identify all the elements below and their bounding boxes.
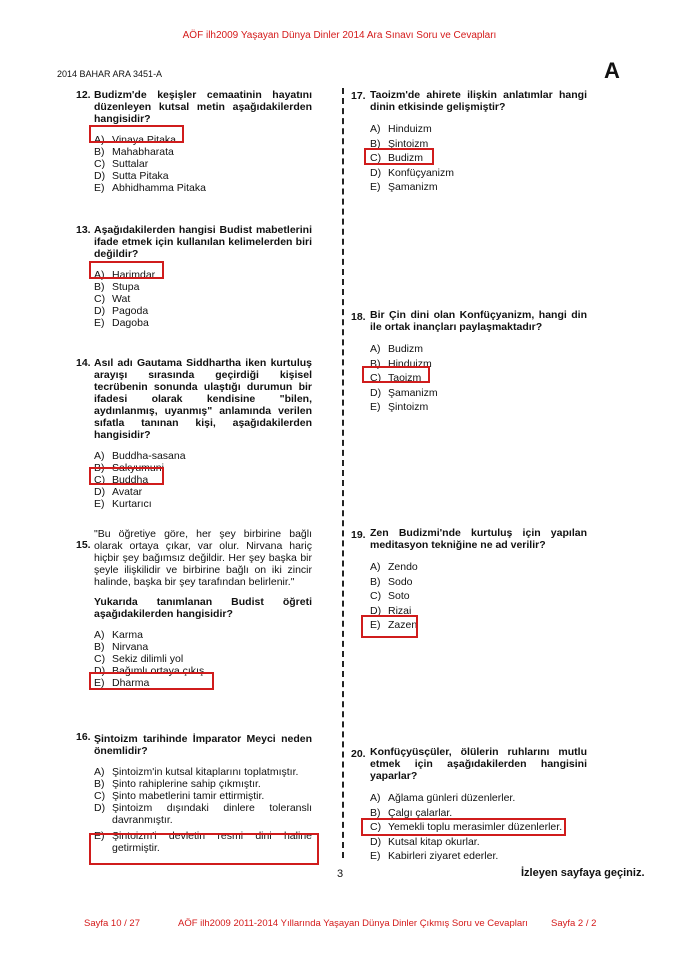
option-b[interactable]: B) Sakyumuni — [94, 462, 164, 474]
option-d[interactable]: D) Şintoizm dışındaki dinlere toleranslı davranmıştır. — [94, 802, 312, 826]
option-list — [370, 343, 587, 416]
option-c[interactable]: C) Wat — [94, 293, 131, 305]
option-b[interactable]: B) Sodo — [370, 575, 413, 588]
question-12 — [76, 89, 312, 194]
question-stem: Zen Budizmi'nde kurtuluş için yapılan meditasyon tekniğine ne ad verilir? — [370, 527, 587, 551]
option-list — [370, 123, 587, 196]
question-number: 14. — [76, 357, 91, 369]
option-d[interactable]: D) Rizai — [370, 604, 412, 617]
option-c[interactable]: C) Yemekli toplu merasimler düzenlerler. — [370, 821, 563, 833]
option-c[interactable]: C) Suttalar — [94, 158, 149, 170]
option-c[interactable]: C) Şinto mabetlerini tamir ettirmiştir. — [94, 790, 265, 802]
question-stem-part-2: Yukarıda tanımlanan Budist öğreti aşağıdakilerden hangisidir? — [94, 596, 312, 620]
option-b[interactable]: B) Stupa — [94, 281, 140, 293]
option-d[interactable]: D) Pagoda — [94, 305, 149, 317]
option-c[interactable]: C) Budizm — [370, 152, 424, 164]
question-number: 12. — [76, 89, 91, 101]
question-number: 15. — [76, 539, 91, 551]
option-b[interactable]: B) Hinduizm — [370, 357, 432, 370]
next-page-instruction: İzleyen sayfaya geçiniz. — [521, 867, 645, 879]
document-header-title: AÖF ilh2009 Yaşayan Dünya Dinler 2014 Ara Sınavı Soru ve Cevapları — [182, 30, 497, 41]
option-c[interactable]: C) Buddha — [94, 474, 149, 486]
question-16 — [76, 733, 312, 854]
option-a[interactable]: A) Budizm — [370, 343, 424, 355]
option-d[interactable]: D) Kutsal kitap okurlar. — [370, 835, 480, 848]
question-14 — [76, 357, 312, 510]
option-a[interactable]: A) Hinduizm — [370, 123, 432, 135]
option-e[interactable]: E) Abhidhamma Pitaka — [94, 182, 206, 194]
option-b[interactable]: B) Çalgı çalarlar. — [370, 806, 453, 819]
option-list — [94, 450, 312, 510]
option-a[interactable]: A) Harimdar — [94, 269, 156, 281]
option-d[interactable]: D) Şamanizm — [370, 386, 438, 399]
booklet-type: A — [604, 58, 620, 83]
question-number: 19. — [351, 529, 366, 541]
question-stem: Konfüçyüsçüler, ölülerin ruhlarını mutlu etmek için aşağıdakilerden hangisini yaparlar? — [370, 746, 587, 782]
question-number: 20. — [351, 748, 366, 760]
option-list — [370, 792, 587, 865]
question-stem: Taoizm'de ahirete ilişkin anlatımlar hangi dinin etkisinde gelişmiştir? — [370, 89, 587, 113]
option-c[interactable]: C) Sekiz dilimli yol — [94, 653, 184, 665]
option-e[interactable]: E) Zazen — [370, 619, 418, 631]
option-a[interactable]: A) Karma — [94, 629, 143, 641]
option-e[interactable]: E) Dharma — [94, 677, 150, 689]
footer-page-of: Sayfa 2 / 2 — [551, 918, 597, 929]
question-20 — [351, 746, 587, 865]
question-number: 18. — [351, 311, 366, 323]
question-stem: Şintoizm tarihinde İmparator Meyci neden önemlidir? — [94, 733, 312, 757]
option-e[interactable]: E) Kurtarıcı — [94, 498, 152, 510]
option-a[interactable]: A) Ağlama günleri düzenlerler. — [370, 792, 516, 804]
option-list — [370, 561, 587, 634]
option-b[interactable]: B) Şintoizm — [370, 137, 429, 150]
option-a[interactable]: A) Zendo — [370, 561, 418, 573]
option-e[interactable]: E) Şamanizm — [370, 181, 438, 193]
footer-title: AÖF ilh2009 2011-2014 Yıllarında Yaşayan Dünya Dinler Çıkmış Soru ve Cevapları — [178, 918, 528, 929]
option-b[interactable]: B) Nirvana — [94, 641, 149, 653]
column-divider — [342, 88, 344, 858]
option-b[interactable]: B) Mahabharata — [94, 146, 174, 158]
question-13 — [76, 224, 312, 329]
footer-page-count: Sayfa 10 / 27 — [84, 918, 140, 929]
option-a[interactable]: A) Vinaya Pitaka — [94, 134, 177, 146]
page-number: 3 — [337, 868, 344, 880]
question-number: 17. — [351, 90, 366, 102]
question-18 — [351, 309, 587, 416]
question-number: 13. — [76, 224, 91, 236]
question-stem: "Bu öğretiye göre, her şey birbirine bağlı olarak ortaya çıkar, var olur. Nirvana hariç hiçbir şey bağımsız değildir. Her şey başka bir şeyle ilişkilidir ve birbirine bağlı on iki zincir halinde, başka bir şey tarafından belirlenir." — [94, 528, 312, 588]
option-c[interactable]: C) Taoizm — [370, 372, 422, 384]
option-list — [94, 766, 312, 854]
option-d[interactable]: D) Avatar — [94, 486, 143, 498]
option-e[interactable]: E) Kabirleri ziyaret ederler. — [370, 850, 499, 862]
option-d[interactable]: D) Bağımlı ortaya çıkış — [94, 665, 205, 677]
option-e[interactable]: E) Şintoizm'i devletin resmi dini haline getirmiştir. — [94, 830, 312, 854]
option-e[interactable]: E) Dagoba — [94, 317, 149, 329]
option-b[interactable]: B) Şinto rahiplerine sahip çıkmıştır. — [94, 778, 261, 790]
question-number: 16. — [76, 731, 91, 743]
option-c[interactable]: C) Soto — [370, 590, 410, 602]
question-19 — [351, 527, 587, 634]
option-d[interactable]: D) Konfüçyanizm — [370, 166, 454, 179]
option-d[interactable]: D) Sutta Pitaka — [94, 170, 169, 182]
question-stem: Aşağıdakilerden hangisi Budist mabetlerini ifade etmek için kullanılan kelimelerden biri değildir? — [94, 224, 312, 260]
option-a[interactable]: A) Şintoizm'in kutsal kitaplarını toplatmıştır. — [94, 766, 299, 778]
question-stem: Budizm'de keşişler cemaatinin hayatını düzenleyen kutsal metin aşağıdakilerden hangisidir? — [94, 89, 312, 125]
question-17 — [351, 89, 587, 196]
option-e[interactable]: E) Şintoizm — [370, 401, 429, 413]
option-a[interactable]: A) Buddha-sasana — [94, 450, 186, 462]
option-list — [94, 269, 312, 329]
option-list — [94, 134, 312, 194]
option-list — [94, 629, 312, 689]
question-15 — [76, 528, 312, 689]
question-stem: Asıl adı Gautama Siddhartha iken kurtuluş arayışı sırasında geçirdiği kişisel tecrübenin sonunda ulaştığı durumun bir ifadesi olarak kendisine "bilen, aydınlanmış, uyanmış" anlamında verilen sıfatla tanınan kişi, aşağıdakilerden hangisidir? — [94, 357, 312, 441]
question-stem: Bir Çin dini olan Konfüçyanizm, hangi din ile ortak inançları paylaşmaktadır? — [370, 309, 587, 333]
exam-code: 2014 BAHAR ARA 3451-A — [57, 69, 163, 79]
